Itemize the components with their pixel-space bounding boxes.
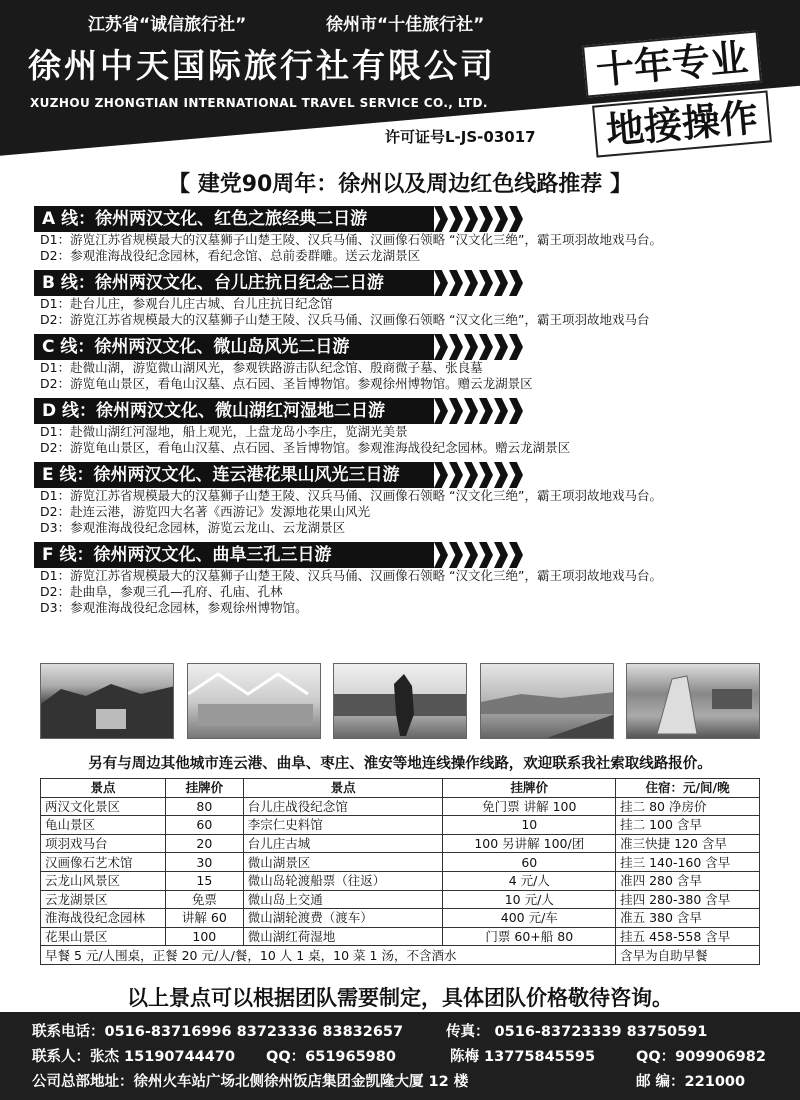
table-cell: 项羽戏马台 (41, 834, 166, 853)
route-list (34, 206, 784, 622)
qq-1: QQ：651965980 (266, 1049, 396, 1065)
table-cell: 挂四 280-380 含早 (616, 890, 760, 909)
photo-station (187, 663, 321, 739)
table-cell: 挂二 80 净房价 (616, 797, 760, 816)
table-row (41, 834, 760, 853)
company-address: 公司总部地址：徐州火车站广场北侧徐州饭店集团金凯隆大厦 12 楼 (32, 1074, 469, 1090)
route-day: D1：赴微山湖红河湿地，船上观光，上盘龙岛小李庄，览湖光美景 (40, 424, 408, 439)
column-header: 挂牌价 (443, 779, 616, 798)
route-title: D 线：徐州两汉文化、微山湖红河湿地二日游 (34, 398, 434, 424)
table-header-row (41, 779, 760, 798)
photo-monument (626, 663, 760, 739)
table-row (41, 853, 760, 872)
table-cell: 龟山景区 (41, 816, 166, 835)
route-header (34, 206, 784, 232)
honor-title-xuzhou: 徐州市“十佳旅行社” (326, 15, 485, 35)
route-c (34, 334, 784, 392)
route-day: D2：参观淮海战役纪念园林，看纪念馆、总前委群雕。送云龙湖景区 (40, 248, 421, 263)
column-header: 景点 (243, 779, 443, 798)
meal-note: 早餐 5 元/人围桌，正餐 20 元/人/餐，10 人 1 桌，10 菜 1 汤，不含酒水 (41, 946, 616, 965)
table-row (41, 927, 760, 946)
route-day: D2：游览龟山景区，看龟山汉墓、点石园、圣旨博物馆。参观徐州博物馆。赠云龙湖景区 (40, 376, 533, 391)
route-day: D2：赴连云港，游览四大名著《西游记》发源地花果山风光 (40, 504, 371, 519)
table-footer-row (41, 946, 760, 965)
fax-numbers: 传真： 0516-83723339 83750591 (446, 1024, 708, 1040)
table-cell: 准四 280 含早 (616, 871, 760, 890)
route-title: F 线：徐州两汉文化、曲阜三孔三日游 (34, 542, 434, 568)
experience-badge (578, 28, 790, 160)
route-day: D2：赴曲阜，参观三孔—孔府、孔庙、孔林 (40, 584, 283, 599)
table-cell: 李宗仁史料馆 (243, 816, 443, 835)
table-cell: 两汉文化景区 (41, 797, 166, 816)
table-cell: 台儿庄古城 (243, 834, 443, 853)
phone-numbers: 联系电话：0516-83716996 83723336 83832657 (32, 1024, 404, 1040)
table-row (41, 816, 760, 835)
route-day: D2：游览江苏省规模最大的汉墓狮子山楚王陵、汉兵马俑、汉画像石领略 “汉文化三绝”，霸王项羽故地戏马台 (40, 312, 650, 327)
table-cell: 淮海战役纪念园林 (41, 909, 166, 928)
route-title: C 线：徐州两汉文化、微山岛风光二日游 (34, 334, 434, 360)
table-cell: 60 (165, 816, 243, 835)
route-day: D3：参观淮海战役纪念园林，参观徐州博物馆。 (40, 600, 308, 615)
route-title: B 线：徐州两汉文化、台儿庄抗日纪念二日游 (34, 270, 434, 296)
route-header (34, 270, 784, 296)
header (0, 0, 800, 160)
honor-title-jiangsu: 江苏省“诚信旅行社” (88, 15, 247, 35)
route-day: D2：游览龟山景区，看龟山汉墓、点石园、圣旨博物馆。参观淮海战役纪念园林。赠云龙湖景区 (40, 440, 571, 455)
table-row (41, 890, 760, 909)
table-cell: 10 元/人 (443, 890, 616, 909)
table-cell: 微山湖红荷湿地 (243, 927, 443, 946)
table-cell: 门票 60+船 80 (443, 927, 616, 946)
route-day: D3：参观淮海战役纪念园林，游览云龙山、云龙湖景区 (40, 520, 346, 535)
contact-person-1: 联系人：张杰 15190744470 (32, 1049, 236, 1065)
table-cell: 汉画像石艺术馆 (41, 853, 166, 872)
qq-2: QQ：909906982 (636, 1049, 766, 1065)
chevron-arrows-icon (434, 542, 524, 568)
table-cell: 15 (165, 871, 243, 890)
route-title: E 线：徐州两汉文化、连云港花果山风光三日游 (34, 462, 434, 488)
chevron-arrows-icon (434, 398, 524, 424)
table-cell: 微山岛上交通 (243, 890, 443, 909)
contact-footer (0, 1012, 800, 1100)
chevron-arrows-icon (434, 462, 524, 488)
table-cell: 微山湖轮渡费（渡车） (243, 909, 443, 928)
route-b (34, 270, 784, 328)
badge-line-1: 十年专业 (582, 30, 762, 97)
route-f (34, 542, 784, 616)
license-number: 许可证号L-JS-03017 (385, 128, 536, 146)
chevron-arrows-icon (434, 206, 524, 232)
photo-statue (333, 663, 467, 739)
table-cell: 100 另讲解 100/团 (443, 834, 616, 853)
table-cell: 30 (165, 853, 243, 872)
route-header (34, 542, 784, 568)
photo-mountain (40, 663, 174, 739)
custom-tour-slogan: 以上景点可以根据团队需要制定，具体团队价格敬待咨询。 (127, 986, 673, 1010)
table-cell: 挂二 100 含早 (616, 816, 760, 835)
breakfast-note: 含早为自助早餐 (616, 946, 760, 965)
table-cell: 讲解 60 (165, 909, 243, 928)
route-day: D1：赴微山湖，游览微山湖风光，参观铁路游击队纪念馆、殷商微子墓、张良墓 (40, 360, 483, 375)
table-cell: 准五 380 含早 (616, 909, 760, 928)
connection-notice: 另有与周边其他城市连云港、曲阜、枣庄、淮安等地连线操作线路，欢迎联系我社索取线路报价。 (88, 756, 712, 772)
column-header: 景点 (41, 779, 166, 798)
table-cell: 云龙山风景区 (41, 871, 166, 890)
route-header (34, 462, 784, 488)
table-row (41, 871, 760, 890)
table-cell: 4 元/人 (443, 871, 616, 890)
table-cell: 挂五 458-558 含早 (616, 927, 760, 946)
route-day: D1：游览江苏省规模最大的汉墓狮子山楚王陵、汉兵马俑、汉画像石领略 “汉文化三绝”，霸王项羽故地戏马台。 (40, 488, 663, 503)
table-cell: 免票 (165, 890, 243, 909)
table-cell: 云龙湖景区 (41, 890, 166, 909)
price-table (40, 778, 760, 965)
table-cell: 微山岛轮渡船票（往返） (243, 871, 443, 890)
chevron-arrows-icon (434, 270, 524, 296)
chevron-arrows-icon (434, 334, 524, 360)
postcode: 邮 编：221000 (636, 1074, 746, 1090)
route-title: A 线：徐州两汉文化、红色之旅经典二日游 (34, 206, 434, 232)
table-cell: 花果山景区 (41, 927, 166, 946)
table-cell: 台儿庄战役纪念馆 (243, 797, 443, 816)
route-day: D1：赴台儿庄，参观台儿庄古城、台儿庄抗日纪念馆 (40, 296, 333, 311)
table-cell: 10 (443, 816, 616, 835)
table-cell: 免门票 讲解 100 (443, 797, 616, 816)
route-a (34, 206, 784, 264)
table-cell: 400 元/车 (443, 909, 616, 928)
table-cell: 微山湖景区 (243, 853, 443, 872)
badge-line-2: 地接操作 (592, 90, 772, 157)
column-header: 挂牌价 (165, 779, 243, 798)
table-cell: 挂三 140-160 含早 (616, 853, 760, 872)
route-day: D1：游览江苏省规模最大的汉墓狮子山楚王陵、汉兵马俑、汉画像石领略 “汉文化三绝”，霸王项羽故地戏马台。 (40, 568, 663, 583)
table-row (41, 909, 760, 928)
photo-coast (480, 663, 614, 739)
page-title: 【 建党90周年：徐州以及周边红色线路推荐 】 (168, 172, 632, 197)
column-header: 住宿：元/间/晚 (616, 779, 760, 798)
table-cell: 100 (165, 927, 243, 946)
route-header (34, 334, 784, 360)
company-name-en: XUZHOU ZHONGTIAN INTERNATIONAL TRAVEL SERVICE CO., LTD. (30, 96, 488, 110)
contact-person-2: 陈梅 13775845595 (450, 1049, 596, 1065)
photo-strip (40, 663, 760, 739)
route-d (34, 398, 784, 456)
route-e (34, 462, 784, 536)
company-name-cn: 徐州中天国际旅行社有限公司 (28, 46, 496, 85)
table-cell: 20 (165, 834, 243, 853)
table-row (41, 797, 760, 816)
table-cell: 80 (165, 797, 243, 816)
route-header (34, 398, 784, 424)
table-cell: 准三快捷 120 含早 (616, 834, 760, 853)
route-day: D1：游览江苏省规模最大的汉墓狮子山楚王陵、汉兵马俑、汉画像石领略 “汉文化三绝”，霸王项羽故地戏马台。 (40, 232, 663, 247)
table-cell: 60 (443, 853, 616, 872)
